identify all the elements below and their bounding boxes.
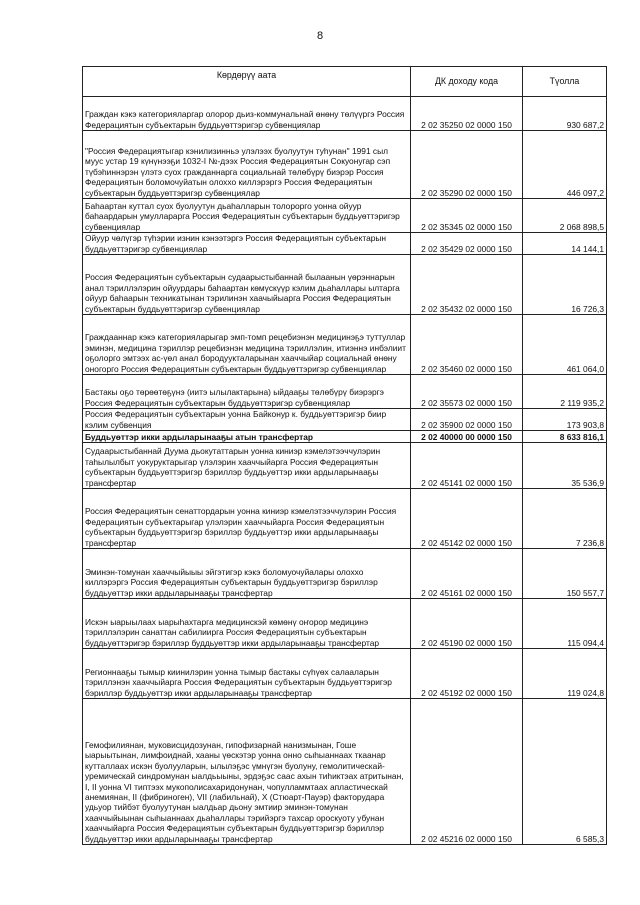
row-code: 2 02 45161 02 0000 150 <box>411 549 523 599</box>
row-name: Баһаартан куттал суох буолуутун дьаһалларын толорорго уонна ойуур баһаардарын умулларарга Россия Федерациятын субъектарын буддьуөттэригэр субвенциялар <box>83 199 411 233</box>
table-row <box>83 315 607 375</box>
row-name: Россия Федерациятын субъектарын судаарыстыбаннай былаанын үөрэннарын анал тэриллэлэрин ойуурдары баһаартан көмүскүүр кэлим дьаһаллары ылтарга ойуур баһаарын техникатынан тэрилинэн хаачыйыарга Россия Федерациятын субъектарын буддьуөттэригэр субвенциялар <box>83 255 411 315</box>
table-row <box>83 431 607 443</box>
table-row <box>83 599 607 649</box>
header-amount: Түолла <box>523 67 607 97</box>
table-row <box>83 699 607 845</box>
row-amount: 115 094,4 <box>523 599 607 649</box>
row-code: 2 02 35573 02 0000 150 <box>411 375 523 409</box>
row-code: 2 02 45216 02 0000 150 <box>411 699 523 845</box>
row-name: Россия Федерациятын сенаттордарын уонна киниэр кэмелэтээччулэрин Россия Федерациятын субъектарыгар үлэлэрин хааччыйарга Россия Федерациятын субъектарын буддьуөттэригэр бэриллэр буддьуөттэр икки ардыларынааҕы трансфертар <box>83 489 411 549</box>
page-number: 8 <box>316 30 324 42</box>
table-row <box>83 131 607 199</box>
row-code: 2 02 45141 02 0000 150 <box>411 443 523 489</box>
row-amount: 14 144,1 <box>523 233 607 255</box>
row-code: 2 02 35429 02 0000 150 <box>411 233 523 255</box>
row-amount: 8 633 816,1 <box>523 431 607 443</box>
row-name: Ойуур чөлүгэр түһэрии изнин кэнээтэргэ Россия Федерациятын субъектарын буддьуөттэригэр субвенциялар <box>83 233 411 255</box>
row-amount: 461 064,0 <box>523 315 607 375</box>
table-row <box>83 97 607 131</box>
row-amount: 119 024,8 <box>523 649 607 699</box>
header-code: ДК доходу кода <box>411 67 523 97</box>
table-row <box>83 649 607 699</box>
row-amount: 7 236,8 <box>523 489 607 549</box>
table-row <box>83 409 607 431</box>
row-name: Граждааннар кэкэ категорияларыгар эмп-томп рецебиэнэн медицинэҕэ туттуллар эминэн, медицина тэриллэр рецебиэнэн медицина тэриллэлин, итиэннэ инбэлиит оҕолорго эмтээх ас-үөл анал бородуукталарынан хааччыйар социальнай өнөну оногорго Россия Федерациятын субъектарын буддьуөттэригэр субвенциялар <box>83 315 411 375</box>
row-name: Бастакы оҕо төрөөтөҕүнэ (иитэ ылылактарына) ыйдааҕы төлөбүрү биэрэргэ Россия Федерациятын субъектарын буддьуөттэригэр субвенциялар <box>83 375 411 409</box>
row-name: Россия Федерациятын субъектарын уонна Байконур к. буддьуөттэригэр биир кэлим субвенция <box>83 409 411 431</box>
table-row <box>83 233 607 255</box>
row-code: 2 02 40000 00 0000 150 <box>411 431 523 443</box>
row-amount: 6 585,3 <box>523 699 607 845</box>
table-row <box>83 255 607 315</box>
row-code: 2 02 45190 02 0000 150 <box>411 599 523 649</box>
row-amount: 2 119 935,2 <box>523 375 607 409</box>
table-row <box>83 199 607 233</box>
table-row <box>83 443 607 489</box>
table-row <box>83 489 607 549</box>
header-name: Көрдөрүү аата <box>83 67 411 97</box>
row-code: 2 02 35460 02 0000 150 <box>411 315 523 375</box>
row-amount: 173 903,8 <box>523 409 607 431</box>
table-header-row <box>83 67 607 97</box>
row-name: Граждан кэкэ категорияларгар олорор дьиз-коммунальнай өнөну төлүүргэ Россия Федерациятын субъектарын буддьуөттэригэр субвенциялар <box>83 97 411 131</box>
row-amount: 446 097,2 <box>523 131 607 199</box>
table-row <box>83 375 607 409</box>
row-name: Регионнааҕы тымыр киинилэрин уонна тымыр бастакы сүһүөх салааларын тэриллэнэн хааччыйарга Россия Федерациятын субъектарын буддьуөттэригэр бэриллэр буддьуөттэр икки ардыларынааҕы трансфертар <box>83 649 411 699</box>
row-name: Судаарыстыбаннай Дуума дьокутаттарын уонна киниэр кэмелэтээччулэрин таһылылбыт уокуруктарыгар үлэлэрин хааччыйарга Россия Федерациятын субъектарын буддьуөттэригэр бэриллэр буддьуөттэр икки ардыларынааҕы трансфертар <box>83 443 411 489</box>
row-name: Гемофилиянан, муковисцидозунан, гипофизарнай нанизмынан, Гоше ыарыытынан, лимфоиднай, хааны үөскэтэр уонна онно сыһыаннаах ткаанар кутталлаах искэн буолууларын, ылылэҕэс үмнүгэн буолуну, гемолитическай-уремическай синдромунан ыалдьыыны, эрдэҕэс саас ахын тиһиктэах атритынан, I, II уонна VI типтээх мукополисахаридонунан, чопулламмтаах апластическай анемиянан, II (фибриноген), VII (лабильнай), X (Стюарт-Пауэр) факторудара удьуор тийбэт буолуутунан ыалдьар дьону эмтиир эминэн-томунан хааччыйыынан сыһыаннаах дьаһаллары тэрийэргэ тахсар ороскуоту убунан хааччыйарга Россия Федерациятын субъектарын буддьуөттэригэр бэриллэр буддьуөттэр икки ардыларынааҕы трансфертар <box>83 699 411 845</box>
row-code: 2 02 35290 02 0000 150 <box>411 131 523 199</box>
row-name: Эминэн-томунан хааччыйыыы эйгэтигэр кэкэ боломуочуйалары олоххо киллэрэргэ Россия Федерациятын субъектарын буддьуөттэригэр бэриллэр буддьуөттэр икки ардыларынааҕы трансфертар <box>83 549 411 599</box>
row-code: 2 02 35345 02 0000 150 <box>411 199 523 233</box>
row-name: "Россия Федерациятыгар кэнилизинньэ улэлээх буолуутун туһунан" 1991 сыл муус устар 19 күнүнээҕи 1032-I №-дээх Россия Федерациятын Сокуонугар сэп түбэһиннэрэн үлэтэ суох гражданнарга социальнай төлөбүрү биэрэр Россия Федерациятын боломочуйатын олоххо киллэрэргэ Россия Федерациятын субъектарын буддьуөттэригэр субвенциялар <box>83 131 411 199</box>
row-amount: 930 687,2 <box>523 97 607 131</box>
row-code: 2 02 35250 02 0000 150 <box>411 97 523 131</box>
revenue-table <box>82 66 607 845</box>
table-row <box>83 549 607 599</box>
row-name: Искэн ыарыылаах ыарыһахтарга медицинскэй көмөнү оҥорор медицинэ тэриллэлэрин санаттан сабилиирга Россия Федерациятын субъектарын буддьуөттэригэр бэриллэр буддьуөттэр икки ардыларынааҕы трансфертар <box>83 599 411 649</box>
row-amount: 16 726,3 <box>523 255 607 315</box>
row-amount: 2 068 898,5 <box>523 199 607 233</box>
row-amount: 35 536,9 <box>523 443 607 489</box>
row-name: Буддьуөттэр икки ардыларынааҕы атын трансфертар <box>83 431 411 443</box>
row-code: 2 02 35900 02 0000 150 <box>411 409 523 431</box>
row-code: 2 02 35432 02 0000 150 <box>411 255 523 315</box>
row-amount: 150 557,7 <box>523 549 607 599</box>
row-code: 2 02 45142 02 0000 150 <box>411 489 523 549</box>
row-code: 2 02 45192 02 0000 150 <box>411 649 523 699</box>
